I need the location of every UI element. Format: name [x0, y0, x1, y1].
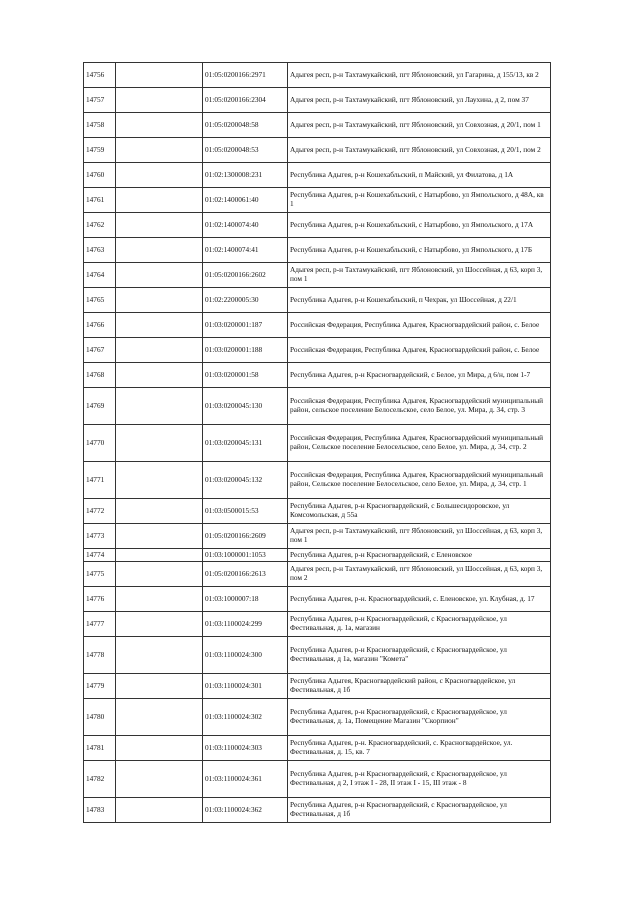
cadastral-number-cell: 01:03:0200045:131 — [203, 425, 288, 462]
row-number-cell: 14775 — [84, 562, 116, 587]
address-cell: Республика Адыгея, р-н Красногвардейский, с Белое, ул Мира, д 6/н, пом 1-7 — [288, 363, 551, 388]
table-row — [84, 699, 551, 736]
table-row — [84, 63, 551, 88]
empty-cell — [116, 637, 203, 674]
empty-cell — [116, 88, 203, 113]
address-cell: Адыгея респ, р-н Тахтамукайский, пгт Яблоновский, ул Совхозная, д 20/1, пом 1 — [288, 113, 551, 138]
address-cell: Республика Адыгея, р-н Красногвардейский, с Красногвардейское, ул Фестивальная, д. 1а, Помещение Магазин "Скорпион" — [288, 699, 551, 736]
empty-cell — [116, 612, 203, 637]
empty-cell — [116, 562, 203, 587]
row-number-cell: 14765 — [84, 288, 116, 313]
row-number-cell: 14777 — [84, 612, 116, 637]
address-cell: Республика Адыгея, р-н Красногвардейский, с Еленовское — [288, 549, 551, 562]
table-row — [84, 288, 551, 313]
empty-cell — [116, 138, 203, 163]
empty-cell — [116, 363, 203, 388]
table-row — [84, 549, 551, 562]
address-cell: Республика Адыгея, р-н Красногвардейский, с Большесидоровское, ул Комсомольская, д 55а — [288, 499, 551, 524]
cadastral-number-cell: 01:03:1100024:362 — [203, 798, 288, 823]
cadastral-number-cell: 01:03:1100024:300 — [203, 637, 288, 674]
empty-cell — [116, 699, 203, 736]
row-number-cell: 14759 — [84, 138, 116, 163]
row-number-cell: 14772 — [84, 499, 116, 524]
row-number-cell: 14767 — [84, 338, 116, 363]
table-row — [84, 313, 551, 338]
address-cell: Республика Адыгея, р-н Кошехабльский, с Натырбово, ул Ямпольского, д 17Б — [288, 238, 551, 263]
cadastral-number-cell: 01:03:0200001:188 — [203, 338, 288, 363]
table-row — [84, 163, 551, 188]
empty-cell — [116, 425, 203, 462]
row-number-cell: 14766 — [84, 313, 116, 338]
empty-cell — [116, 213, 203, 238]
row-number-cell: 14776 — [84, 587, 116, 612]
empty-cell — [116, 338, 203, 363]
registry-table — [83, 62, 551, 823]
address-cell: Адыгея респ, р-н Тахтамукайский, пгт Яблоновский, ул Совхозная, д 20/1, пом 2 — [288, 138, 551, 163]
address-cell: Республика Адыгея, р-н Кошехабльский, с Натырбово, ул Ямпольского, д 48А, кв 1 — [288, 188, 551, 213]
cadastral-number-cell: 01:03:0200045:130 — [203, 388, 288, 425]
table-row — [84, 562, 551, 587]
address-cell: Республика Адыгея, р-н Красногвардейский, с Красногвардейское, ул Фестивальная, д 1а, магазин "Комета" — [288, 637, 551, 674]
address-cell: Российская Федерация, Республика Адыгея, Красногвардейский муниципальный район, сельское поселение Белосельское, село Белое, ул. Мира, д. 34, стр. 3 — [288, 388, 551, 425]
address-cell: Республика Адыгея, р-н Красногвардейский, с Красногвардейское, ул Фестивальная, д 1б — [288, 798, 551, 823]
empty-cell — [116, 674, 203, 699]
cadastral-number-cell: 01:05:0200166:2609 — [203, 524, 288, 549]
cadastral-number-cell: 01:03:0200045:132 — [203, 462, 288, 499]
empty-cell — [116, 113, 203, 138]
cadastral-number-cell: 01:05:0200048:53 — [203, 138, 288, 163]
cadastral-number-cell: 01:03:1100024:361 — [203, 761, 288, 798]
cadastral-number-cell: 01:05:0200166:2971 — [203, 63, 288, 88]
row-number-cell: 14771 — [84, 462, 116, 499]
table-row — [84, 761, 551, 798]
cadastral-number-cell: 01:02:1300008:231 — [203, 163, 288, 188]
cadastral-number-cell: 01:05:0200166:2602 — [203, 263, 288, 288]
table-row — [84, 388, 551, 425]
address-cell: Республика Адыгея, р-н. Красногвардейский, с. Еленовское, ул. Клубная, д. 17 — [288, 587, 551, 612]
empty-cell — [116, 549, 203, 562]
table-row — [84, 637, 551, 674]
address-cell: Адыгея респ, р-н Тахтамукайский, пгт Яблоновский, ул Гагарина, д 155/13, кв 2 — [288, 63, 551, 88]
row-number-cell: 14778 — [84, 637, 116, 674]
address-cell: Адыгея респ, р-н Тахтамукайский, пгт Яблоновский, ул Шоссейная, д 63, корп 3, пом 1 — [288, 524, 551, 549]
cadastral-number-cell: 01:02:2200005:30 — [203, 288, 288, 313]
row-number-cell: 14756 — [84, 63, 116, 88]
address-cell: Республика Адыгея, р-н Красногвардейский, с Красногвардейское, ул Фестивальная, д 2, I этаж I - 28, II этаж I - 15, III этаж - 8 — [288, 761, 551, 798]
address-cell: Адыгея респ, р-н Тахтамукайский, пгт Яблоновский, ул Шоссейная, д 63, корп 3, пом 1 — [288, 263, 551, 288]
cadastral-number-cell: 01:03:1100024:301 — [203, 674, 288, 699]
address-cell: Российская Федерация, Республика Адыгея, Красногвардейский муниципальный район, Сельское поселение Белосельское, село Белое, ул. Мира, д. 34, стр. 2 — [288, 425, 551, 462]
cadastral-number-cell: 01:05:0200048:58 — [203, 113, 288, 138]
row-number-cell: 14779 — [84, 674, 116, 699]
row-number-cell: 14764 — [84, 263, 116, 288]
empty-cell — [116, 288, 203, 313]
cadastral-number-cell: 01:02:1400061:40 — [203, 188, 288, 213]
cadastral-number-cell: 01:03:1100024:299 — [203, 612, 288, 637]
address-cell: Российская Федерация, Республика Адыгея, Красногвардейский район, с. Белое — [288, 338, 551, 363]
registry-body — [84, 63, 551, 823]
table-row — [84, 736, 551, 761]
empty-cell — [116, 798, 203, 823]
empty-cell — [116, 263, 203, 288]
table-row — [84, 674, 551, 699]
address-cell: Адыгея респ, р-н Тахтамукайский, пгт Яблоновский, ул Шоссейная, д 63, корп 3, пом 2 — [288, 562, 551, 587]
table-row — [84, 138, 551, 163]
table-row — [84, 499, 551, 524]
table-row — [84, 113, 551, 138]
row-number-cell: 14762 — [84, 213, 116, 238]
table-row — [84, 798, 551, 823]
row-number-cell: 14780 — [84, 699, 116, 736]
table-row — [84, 363, 551, 388]
table-row — [84, 88, 551, 113]
table-row — [84, 263, 551, 288]
address-cell: Республика Адыгея, р-н Кошехабльский, п Чехрак, ул Шоссейная, д 22/1 — [288, 288, 551, 313]
row-number-cell: 14757 — [84, 88, 116, 113]
row-number-cell: 14774 — [84, 549, 116, 562]
empty-cell — [116, 524, 203, 549]
empty-cell — [116, 313, 203, 338]
row-number-cell: 14773 — [84, 524, 116, 549]
row-number-cell: 14760 — [84, 163, 116, 188]
row-number-cell: 14782 — [84, 761, 116, 798]
row-number-cell: 14768 — [84, 363, 116, 388]
table-row — [84, 524, 551, 549]
cadastral-number-cell: 01:02:1400074:40 — [203, 213, 288, 238]
cadastral-number-cell: 01:03:0500015:53 — [203, 499, 288, 524]
row-number-cell: 14758 — [84, 113, 116, 138]
cadastral-number-cell: 01:03:1100024:303 — [203, 736, 288, 761]
cadastral-number-cell: 01:02:1400074:41 — [203, 238, 288, 263]
row-number-cell: 14783 — [84, 798, 116, 823]
empty-cell — [116, 238, 203, 263]
cadastral-number-cell: 01:03:1000007:18 — [203, 587, 288, 612]
empty-cell — [116, 761, 203, 798]
cadastral-number-cell: 01:03:1100024:302 — [203, 699, 288, 736]
address-cell: Российская Федерация, Республика Адыгея, Красногвардейский муниципальный район, Сельское поселение Белосельское, село Белое, ул. Мира, д. 34, стр. 1 — [288, 462, 551, 499]
table-row — [84, 213, 551, 238]
empty-cell — [116, 163, 203, 188]
address-cell: Российская Федерация, Республика Адыгея, Красногвардейский район, с. Белое — [288, 313, 551, 338]
empty-cell — [116, 736, 203, 761]
empty-cell — [116, 587, 203, 612]
empty-cell — [116, 388, 203, 425]
empty-cell — [116, 499, 203, 524]
address-cell: Республика Адыгея, р-н Красногвардейский, с Красногвардейское, ул Фестивальная, д. 1а, магазин — [288, 612, 551, 637]
table-row — [84, 238, 551, 263]
row-number-cell: 14769 — [84, 388, 116, 425]
table-row — [84, 462, 551, 499]
address-cell: Республика Адыгея, р-н Кошехабльский, с Натырбово, ул Ямпольского, д 17А — [288, 213, 551, 238]
cadastral-number-cell: 01:03:0200001:187 — [203, 313, 288, 338]
address-cell: Республика Адыгея, р-н. Красногвардейский, с. Красногвардейское, ул. Фестивальная, д. 15, кв. 7 — [288, 736, 551, 761]
address-cell: Республика Адыгея, р-н Кошехабльский, п Майский, ул Филатова, д 1А — [288, 163, 551, 188]
row-number-cell: 14763 — [84, 238, 116, 263]
table-row — [84, 425, 551, 462]
empty-cell — [116, 188, 203, 213]
table-row — [84, 612, 551, 637]
row-number-cell: 14781 — [84, 736, 116, 761]
table-row — [84, 338, 551, 363]
address-cell: Адыгея респ, р-н Тахтамукайский, пгт Яблоновский, ул Лаухина, д 2, пом 37 — [288, 88, 551, 113]
address-cell: Республика Адыгея, Красногвардейский район, с Красногвардейское, ул Фестивальная, д 1б — [288, 674, 551, 699]
table-row — [84, 188, 551, 213]
row-number-cell: 14761 — [84, 188, 116, 213]
empty-cell — [116, 462, 203, 499]
empty-cell — [116, 63, 203, 88]
cadastral-number-cell: 01:03:0200001:58 — [203, 363, 288, 388]
row-number-cell: 14770 — [84, 425, 116, 462]
cadastral-number-cell: 01:05:0200166:2304 — [203, 88, 288, 113]
table-row — [84, 587, 551, 612]
cadastral-number-cell: 01:03:1000001:1053 — [203, 549, 288, 562]
cadastral-number-cell: 01:05:0200166:2613 — [203, 562, 288, 587]
